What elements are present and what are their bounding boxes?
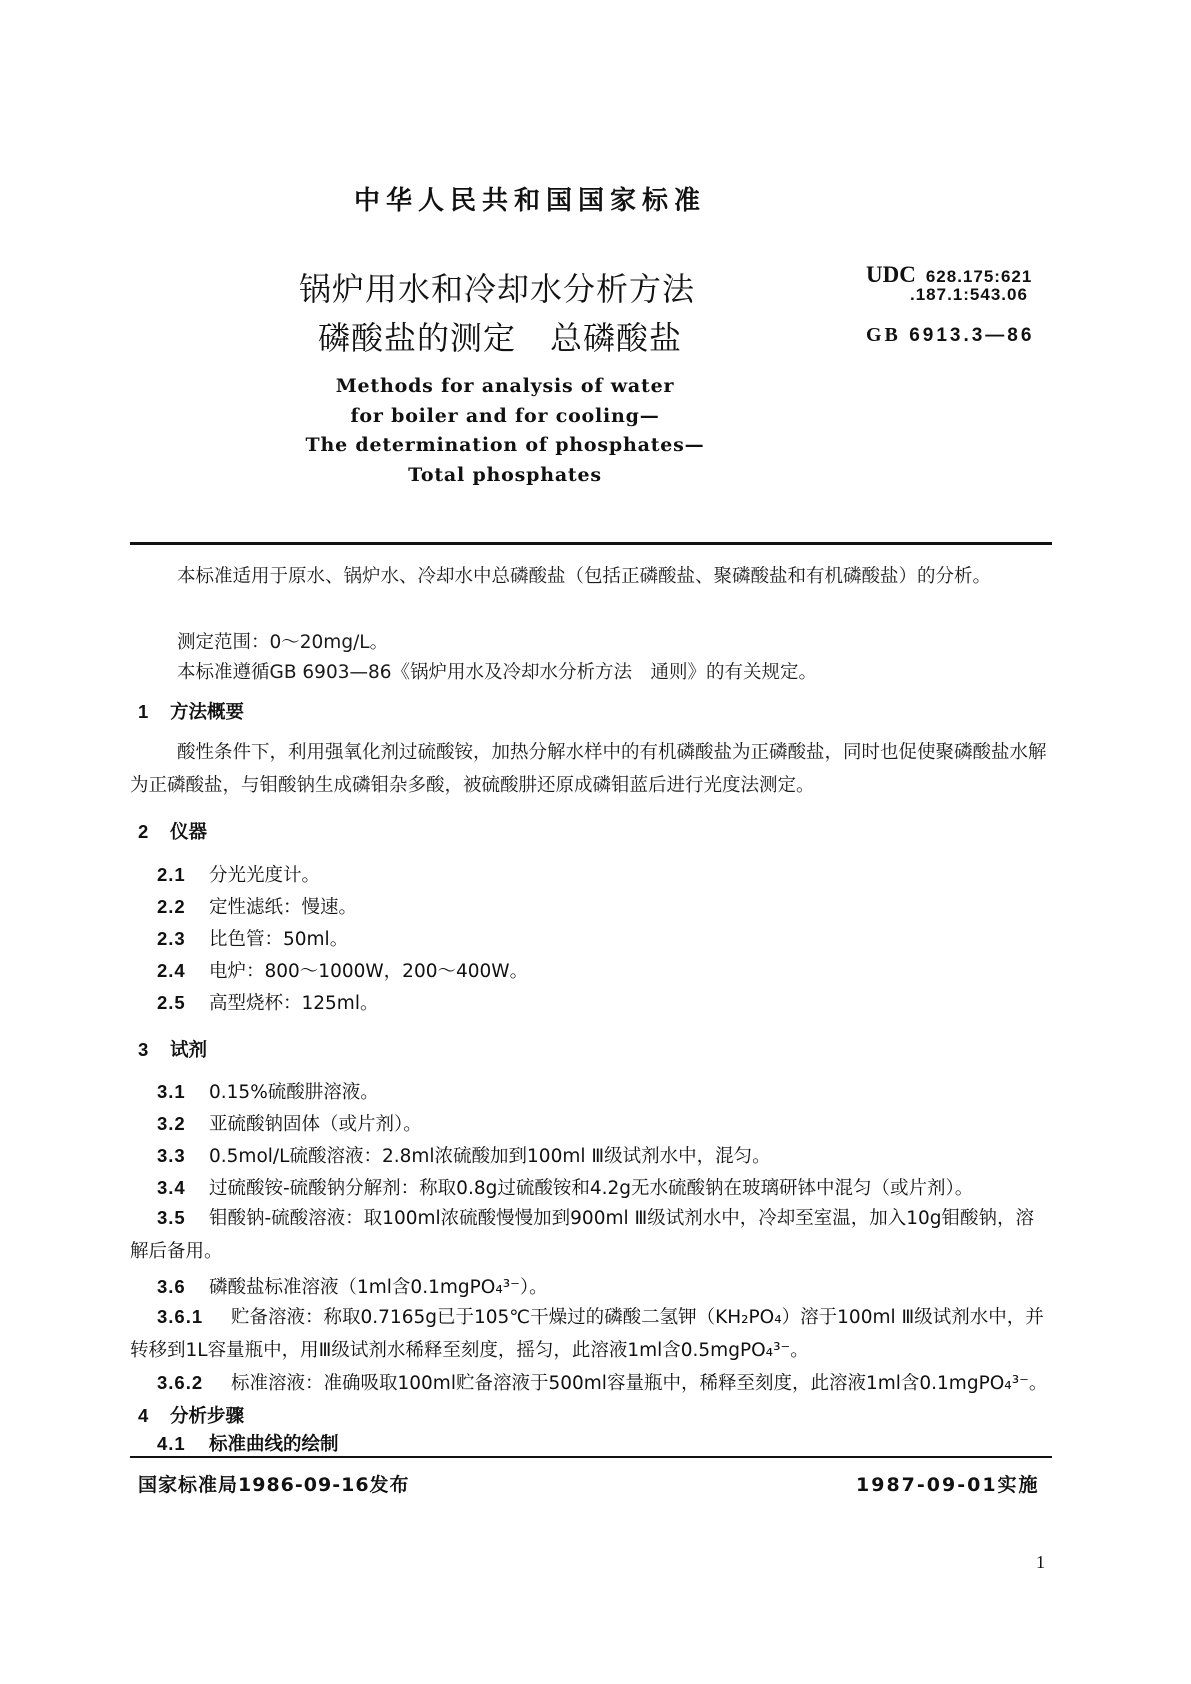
- item-text: 0.15%硫酸肼溶液。: [209, 1082, 379, 1103]
- list-item: [157, 893, 357, 919]
- issue-date: 国家标准局1986-09-16发布: [138, 1474, 410, 1496]
- item-text: 高型烧杯：125ml。: [209, 993, 379, 1014]
- chinese-title-part-a: 磷酸盐的测定: [318, 319, 517, 357]
- list-item: [130, 1366, 1050, 1400]
- item-number: 2.1: [157, 864, 186, 885]
- section-title: 试剂: [170, 1040, 208, 1061]
- effective-date: 1987-09-01实施: [856, 1474, 1040, 1496]
- item-number: 3.2: [157, 1113, 186, 1134]
- national-standard-title: 中华人民共和国国家标准: [353, 186, 706, 216]
- intro-reference-paragraph: 本标准遵循GB 6903—86《锅炉用水及冷却水分析方法 通则》的有关规定。: [177, 662, 818, 683]
- item-text: 定性滤纸：慢速。: [209, 897, 358, 918]
- section-heading-2: [138, 818, 207, 844]
- chinese-title-line-2: [318, 313, 682, 359]
- item-text: 标准溶液：准确吸取100ml贮备溶液于500ml容量瓶中，稀释至刻度，此溶液1ml含0.1mgPO₄³⁻。: [231, 1373, 1048, 1394]
- section-heading-1: [138, 698, 244, 724]
- item-number: 2.4: [157, 960, 186, 981]
- item-text: 钼酸钠-硫酸溶液：取100ml浓硫酸慢慢加到900ml Ⅲ级试剂水中，冷却至室温，加入10g钼酸钠，溶解后备用。: [130, 1208, 1035, 1262]
- list-item: [157, 861, 320, 887]
- item-text: 贮备溶液：称取0.7165g已于105℃干燥过的磷酸二氢钾（KH₂PO₄）溶于100ml Ⅲ级试剂水中，并转移到1L容量瓶中，用Ⅲ级试剂水稀释至刻度，摇匀，此溶液1ml含0.5mgPO₄³⁻。: [130, 1307, 1044, 1361]
- list-item: [157, 1142, 771, 1168]
- item-number: 3.3: [157, 1145, 186, 1166]
- udc-classification: [866, 262, 1033, 304]
- item-number: 3.5: [157, 1207, 186, 1228]
- item-number: 4.1: [157, 1433, 186, 1454]
- gb-prefix: GB: [866, 324, 901, 346]
- item-text: 0.5mol/L硫酸溶液：2.8ml浓硫酸加到100ml Ⅲ级试剂水中，混匀。: [209, 1146, 771, 1167]
- english-title-line: Total phosphates: [408, 463, 602, 486]
- item-text: 比色管：50ml。: [209, 929, 349, 950]
- item-number: 3.6.2: [157, 1372, 204, 1393]
- item-text: 分光光度计。: [209, 865, 321, 886]
- list-item: [157, 989, 378, 1015]
- section-title: 仪器: [170, 822, 208, 843]
- chinese-title-part-b: 总磷酸盐: [550, 319, 683, 357]
- gb-number: 6913.3—86: [909, 325, 1035, 346]
- item-number: 2.3: [157, 928, 186, 949]
- item-number: 3.4: [157, 1177, 186, 1198]
- intro-scope-paragraph: 本标准适用于原水、锅炉水、冷却水中总磷酸盐（包括正磷酸盐、聚磷酸盐和有机磷酸盐）的分析。: [177, 566, 992, 587]
- section-heading-4: [138, 1402, 244, 1428]
- udc-label: UDC: [866, 262, 916, 287]
- chinese-title-line-1: 锅炉用水和冷却水分析方法: [299, 270, 696, 308]
- item-number: 2.5: [157, 992, 186, 1013]
- footer-divider: [130, 1456, 1052, 1458]
- intro-range-paragraph: 测定范围：0～20mg/L。: [177, 632, 389, 653]
- english-title-line: for boiler and for cooling—: [350, 404, 660, 427]
- section-title: 分析步骤: [170, 1406, 245, 1427]
- english-title: [270, 372, 740, 490]
- gb-standard-number: [866, 324, 1034, 347]
- item-number: 3.1: [157, 1081, 186, 1102]
- item-number: 3.6: [157, 1276, 186, 1297]
- section-title: 方法概要: [170, 702, 245, 723]
- list-item: [157, 957, 528, 983]
- english-title-line: The determination of phosphates—: [305, 434, 705, 456]
- item-text: 电炉：800～1000W，200～400W。: [209, 961, 529, 982]
- header-divider: [130, 542, 1052, 545]
- list-item: [130, 1201, 1050, 1268]
- english-title-line: Methods for analysis of water: [335, 375, 675, 397]
- section-number: 1: [138, 701, 149, 722]
- list-item: [157, 1174, 973, 1200]
- item-number: 2.2: [157, 896, 186, 917]
- section-1-text: 酸性条件下，利用强氧化剂过硫酸铵，加热分解水样中的有机磷酸盐为正磷酸盐，同时也促使聚磷酸盐水解为正磷酸盐，与钼酸钠生成磷钼杂多酸，被硫酸肼还原成磷钼蓝后进行光度法测定。: [130, 742, 1047, 796]
- list-item: [130, 1300, 1050, 1367]
- item-text: 亚硫酸钠固体（或片剂）。: [209, 1114, 422, 1135]
- section-number: 4: [138, 1405, 149, 1426]
- item-text: 磷酸盐标准溶液（1ml含0.1mgPO₄³⁻）。: [209, 1277, 548, 1298]
- section-number: 3: [138, 1039, 149, 1060]
- list-item: [157, 1078, 379, 1104]
- item-number: 3.6.1: [157, 1306, 204, 1327]
- list-item: [157, 1110, 422, 1136]
- section-number: 2: [138, 821, 149, 842]
- item-text: 过硫酸铵-硫酸钠分解剂：称取0.8g过硫酸铵和4.2g无水硫酸钠在玻璃研钵中混匀（或片剂）。: [209, 1178, 974, 1199]
- list-item: [157, 1273, 548, 1299]
- section-heading-3: [138, 1036, 207, 1062]
- page-number: 1: [1036, 1552, 1045, 1572]
- list-item: [157, 925, 348, 951]
- list-item: [157, 1430, 339, 1456]
- item-text: 标准曲线的绘制: [209, 1434, 339, 1455]
- udc-code-2: .187.1:543.06: [910, 285, 1028, 304]
- udc-code-1: 628.175:621: [925, 267, 1033, 286]
